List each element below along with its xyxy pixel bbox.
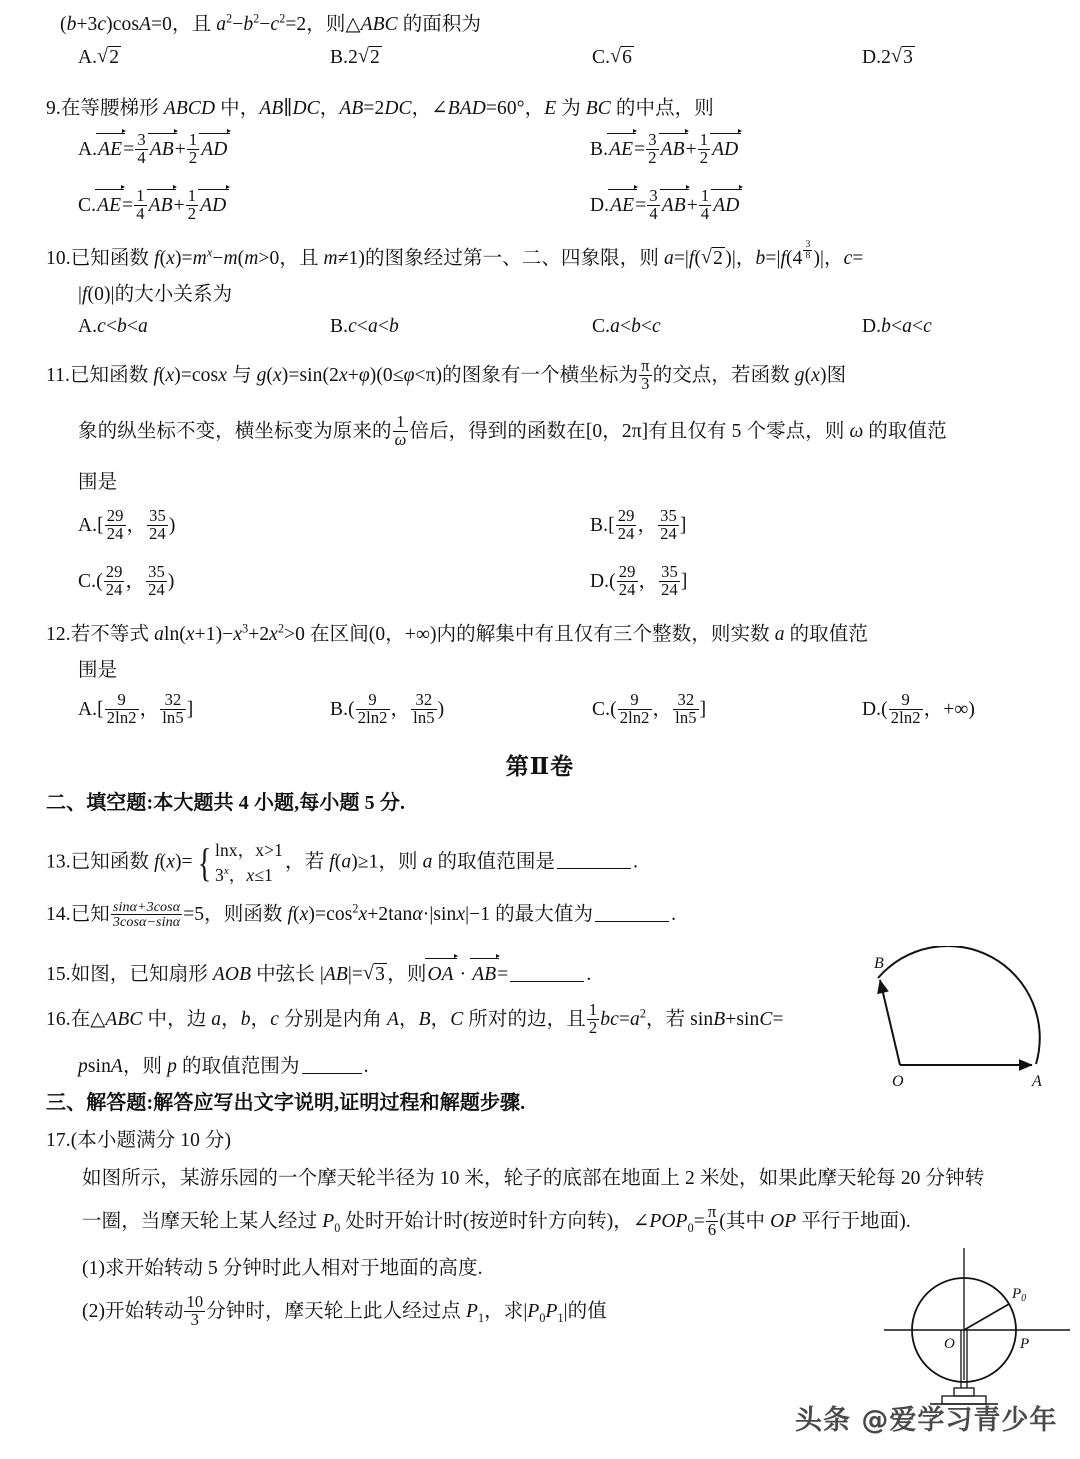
q12a-d2: ln5 [162,707,184,727]
q9-stem: 9.在等腰梯形 ABCD 中，AB∥DC，AB=2DC，∠BAD=60°，E 为 BC 的中点，则 [46,98,714,119]
q12-stem2-text: 围是 [78,660,118,681]
watermark: 头条 @爱学习青少年 [795,1405,1058,1436]
q15-answer-blank[interactable] [510,962,584,983]
q11b-open: [ [608,514,615,536]
q17-sub2-prefix: (2)开始转动 [82,1300,184,1322]
q9-number: 9. [46,98,61,119]
q11-pi-den: 3 [639,375,651,393]
q12-stem-line2 [78,654,117,682]
q11-option-c-label: C. [78,570,97,592]
q12b-open: ( [348,698,355,720]
q9-option-b[interactable]: B.AE= $\frac{3}{2}$ AB+ $\frac{1}{2}$ AD [590,130,739,167]
q15-row: 15.如图，已知扇形 AOB 中弦长 |AB|= √ 3 ，则OA · AB= . [46,958,591,986]
q11d-close: ] [680,570,688,592]
q11-stem-line3 [78,466,117,494]
q14-frac-num: sinα+3cosα [112,899,181,916]
q9a-f2-den: 2 [188,147,198,167]
q11b-n2: 35 [660,506,677,525]
q8-option-d-label: D. [862,47,882,68]
q11b-close: ] [679,514,687,536]
q11-stem-line1: 11.已知函数 f(x)=cosx 与 g(x)=sin(2x+φ)(0≤φ<π)的图象有一个横坐标为 $\frac{\pi}{3}$ 的交点，若函数 g(x)图 [46,356,847,393]
q9d-f1-num: 3 [649,186,658,205]
q11-option-b[interactable]: B.[ $\frac{29}{24}$ ， $\frac{35}{24}$ ] [590,506,687,543]
q14-frac-den: 3cosα−sinα [112,914,181,931]
section2-title: 二、填空题:本大题共 4 小题,每小题 5 分. [46,792,406,814]
q13-piecewise: { lnx，x>1 3$^x$，x≤1 [195,838,283,888]
q9c-f1-den: 4 [136,203,145,223]
q12d-open: ( [881,698,888,720]
q9a-f2-num: 1 [188,130,198,149]
q13-row: 13.已知函数 f(x)= { lnx，x>1 3$^x$，x≤1 ，若 f(a)≥1，则 a 的取值范围是 . [46,838,638,888]
q11a-d1: 24 [106,523,124,543]
q17-score-text: (本小题满分 10 分) [70,1130,232,1151]
q12-option-a[interactable]: A.[ $\frac{9}{2\ln 2}$ ， $\frac{32}{\ln 5}$ ] [78,690,194,727]
q11a-n1: 29 [106,506,124,525]
q17-body-line1: 如图所示，某游乐园的一个摩天轮半径为 10 米，轮子的底部在地面上 2 米处，如果此摩天轮每 20 分钟转 [82,1168,985,1189]
q9-option-b-label: B. [590,138,609,160]
q9-option-a-label: A. [78,138,98,160]
q8-option-c-label: C. [592,47,611,68]
q12b-d2: ln5 [413,707,435,727]
q17-body-line2: 一圈，当摩天轮上某人经过 $P_0$ 处时开始计时(按逆时针方向转)，$\angle POP_0=$ $\frac{\pi}{6}$ (其中 OP 平行于地面). [82,1202,911,1239]
q17-sub2-den: 3 [184,1311,205,1329]
q9c-f2-den: 2 [187,203,197,223]
q11a-close: ) [168,514,176,536]
q13-case-2: 3$^x$，x≤1 [214,864,273,885]
q11-option-d-label: D. [590,570,610,592]
ferris-wheel-figure [884,1248,1080,1408]
q11-option-b-label: B. [590,514,609,536]
q11-option-a-label: A. [78,514,98,536]
q12d-inf: +∞ [943,698,969,720]
q11-option-d[interactable]: D.( $\frac{29}{24}$ ， $\frac{35}{24}$ ] [590,562,688,599]
q11d-n2: 35 [661,562,678,581]
sector-label-a: A [1032,1073,1042,1090]
q17-sub1-text: (1)求开始转动 5 分钟时此人相对于地面的高度. [82,1258,483,1279]
q11c-open: ( [96,570,103,592]
q11-pi-num: π [641,356,650,375]
q10-number: 10. [46,247,71,269]
q10-option-c[interactable]: C.a<b<c [592,316,661,337]
q14-answer-blank[interactable] [595,902,669,923]
q11a-d2: 24 [149,523,166,543]
q12c-d1: 2ln2 [619,707,650,727]
q17-sub1 [82,1252,483,1280]
q12c-close: ] [699,698,707,720]
q12c-n2: 32 [677,690,695,709]
q8-option-d[interactable]: D.2 √ 3 [862,46,915,69]
q11-omega-num: 1 [396,412,405,431]
sector-aob-figure [872,946,1072,1091]
q11c-n1: 29 [105,562,123,581]
q12-number: 12. [46,624,71,645]
q12c-n1: 9 [630,690,639,709]
q9c-f2-num: 1 [187,186,197,205]
q11b-n1: 29 [617,506,635,525]
q9d-f2-num: 1 [700,186,710,205]
q11-option-c[interactable]: C.( $\frac{29}{24}$ ， $\frac{35}{24}$ ) [78,562,175,599]
q9a-f1-den: 4 [137,147,146,167]
q12a-n1: 9 [117,690,126,709]
q11d-d2: 24 [661,579,678,599]
q12b-close: ) [437,698,445,720]
q9d-f2-den: 4 [700,203,710,223]
q11a-n2: 35 [149,506,166,525]
q12-option-d[interactable]: D.( $\frac{9}{2\ln 2}$ ，+∞) [862,690,975,727]
q10-option-a[interactable]: A.c<b<a [78,316,148,337]
q12d-close: ) [968,698,975,720]
q13-answer-blank[interactable] [557,849,631,870]
sector-label-o: O [892,1073,904,1090]
q12-option-b[interactable]: B.( $\frac{9}{2\ln 2}$ ， $\frac{32}{\ln 5}$ ) [330,690,445,727]
q11d-d1: 24 [618,579,636,599]
q13-case-1: lnx，x>1 [214,840,284,860]
q10-option-b[interactable]: B.c<a<b [330,316,399,337]
q11c-d2: 24 [148,579,165,599]
q10-exp-num: 3 [805,239,811,250]
q16-frac-num: 1 [588,1000,598,1019]
q11-zero-count: 5 [731,420,742,442]
q9-option-d[interactable]: D.AE= $\frac{3}{4}$ AB+ $\frac{1}{4}$ AD [590,186,740,223]
q11c-n2: 35 [148,562,165,581]
q11d-n1: 29 [618,562,636,581]
q17-angle-den: 6 [706,1221,718,1239]
wheel-label-p0: $P_0$ [1012,1286,1027,1304]
q11-stem-line2: 象的纵坐标不变，横坐标变为原来的 $\frac{1}{\omega}$ 倍后，得到的函数在[0，2π]有且仅有 5 个零点，则 ω 的取值范 [78,412,947,449]
q11b-d2: 24 [660,523,677,543]
q9d-f1-den: 4 [649,203,658,223]
q12-stem-line1: 12.若不等式 $aln(x+1)-x^3+2x^2>0$ 在区间(0，+∞)内的解集中有且仅有三个整数，则实数 a 的取值范 [46,621,868,645]
q10-option-c-label: C. [592,316,611,337]
part2-heading: 第Ⅱ卷 [505,754,575,779]
q12-option-a-label: A. [78,698,98,720]
q9b-f2-den: 2 [699,147,709,167]
q14-prefix: 已知 [70,904,110,925]
q11d-open: ( [609,570,616,592]
q15-number: 15. [46,964,71,985]
q16-number: 16. [46,1008,71,1030]
q13-number: 13. [46,851,71,873]
wheel-label-p: P [1020,1336,1030,1352]
q9a-f1-num: 3 [137,130,146,149]
q12d-n1: 9 [901,690,910,709]
q17-sub2-num: 10 [186,1292,204,1311]
q9b-f1-num: 3 [648,130,657,149]
q16-end: . [363,1056,369,1077]
q9b-f2-num: 1 [699,130,709,149]
q8-option-b-label: B. [330,47,349,68]
q11c-d1: 24 [105,579,123,599]
q9-option-c-label: C. [78,194,97,216]
q16-stem-line1: 16.在△ABC 中，边 a，b，c 分别是内角 A，B，C 所对的边，且 $\frac{1}{2}$ $bc=a^2$，若 sinB+sinC= [46,1000,784,1037]
q12c-open: ( [610,698,617,720]
section3-title: 三、解答题:解答应写出文字说明,证明过程和解题步骤. [46,1092,526,1114]
q13-end: . [633,851,639,873]
q11-stem3-text: 围是 [78,472,118,493]
q8-stem: (b+3c)cosA=0，且 $a^2-b^2-c^2=2$，则△ABC 的面积为 [60,11,482,35]
q15-end: . [586,964,592,985]
q10-stem-line2: |f(0)|的大小关系为 [78,284,233,305]
q14-row: 14.已知 $\frac{\sin\alpha+3\cos\alpha}{3\cos\alpha-\sin\alpha}$ =5，则函数 $f(x)=\cos^2x+2\tan\alpha\cdot|\sin x|-1$ 的最大值为 . [46,899,677,931]
q12a-d1: 2ln2 [106,707,137,727]
q12b-d1: 2ln2 [357,707,388,727]
q12a-open: [ [97,698,104,720]
q17-score-line [46,1124,231,1152]
q17-angle-num: π [707,1202,717,1221]
q12b-n1: 9 [368,690,377,709]
q12b-n2: 32 [415,690,433,709]
q16-answer-blank[interactable] [302,1054,362,1075]
q12-option-c-label: C. [592,698,611,720]
q17-sub2: (2)开始转动 $\frac{10}{3}$ 分钟时，摩天轮上此人经过点 $P_1$，求$|P_0P_1|$的值 [82,1292,607,1329]
q10-option-d[interactable]: D.b<a<c [862,316,932,337]
wheel-label-o: O [944,1336,955,1352]
q10-option-a-label: A. [78,316,98,337]
q17-number: 17. [46,1130,71,1151]
q9c-f1-num: 1 [136,186,145,205]
q11-interval: [0，2π] [585,420,649,442]
q8-option-a[interactable]: A. √ 2 [78,46,121,69]
q8-option-b[interactable]: B.2 √ 2 [330,46,382,69]
q12a-close: ] [186,698,194,720]
q11-number: 11. [46,364,70,386]
q12-option-c[interactable]: C.( $\frac{9}{2\ln 2}$ ， $\frac{32}{\ln 5}$ ] [592,690,707,727]
q16-frac-den: 2 [588,1017,598,1037]
q9b-f1-den: 2 [648,147,657,167]
q12c-d2: ln5 [675,707,697,727]
q9-option-d-label: D. [590,194,610,216]
q11c-close: ) [167,570,175,592]
q10-exp-den: 8 [805,249,811,261]
q14-number: 14. [46,904,71,925]
q11b-d1: 24 [617,523,635,543]
q9-option-a[interactable]: A.AE= $\frac{3}{4}$ AB+ $\frac{1}{2}$ AD [78,130,228,167]
q11-option-a[interactable]: A.[ $\frac{29}{24}$ ， $\frac{35}{24}$ ) [78,506,176,543]
q11a-open: [ [97,514,104,536]
q10-option-b-label: B. [330,316,349,337]
q8-option-a-label: A. [78,47,98,68]
radius-to-p0 [964,1304,1009,1330]
q12a-n2: 32 [164,690,182,709]
q9-option-c[interactable]: C.AE= $\frac{1}{4}$ AB+ $\frac{1}{2}$ AD [78,186,227,223]
q16-stem-line2: psinA，则 p 的取值范围为 . [78,1050,369,1078]
q12-option-b-label: B. [330,698,349,720]
q10-stem-line1: 10.已知函数 $f(x)=m^x-m(m>0$，且 m≠1)的图象经过第一、二、四象限，则 a=|f( √ 2 )|，b=|f(4 $\frac{3}{8}$ )|，c= [46,240,864,270]
sector-label-b: B [874,955,884,972]
q14-end: . [671,904,677,925]
q10-option-d-label: D. [862,316,882,337]
q11-omega-den: ω [394,429,407,449]
q8-option-c[interactable]: C. √ 6 [592,46,634,69]
q12d-d1: 2ln2 [890,707,921,727]
q12-option-d-label: D. [862,698,882,720]
